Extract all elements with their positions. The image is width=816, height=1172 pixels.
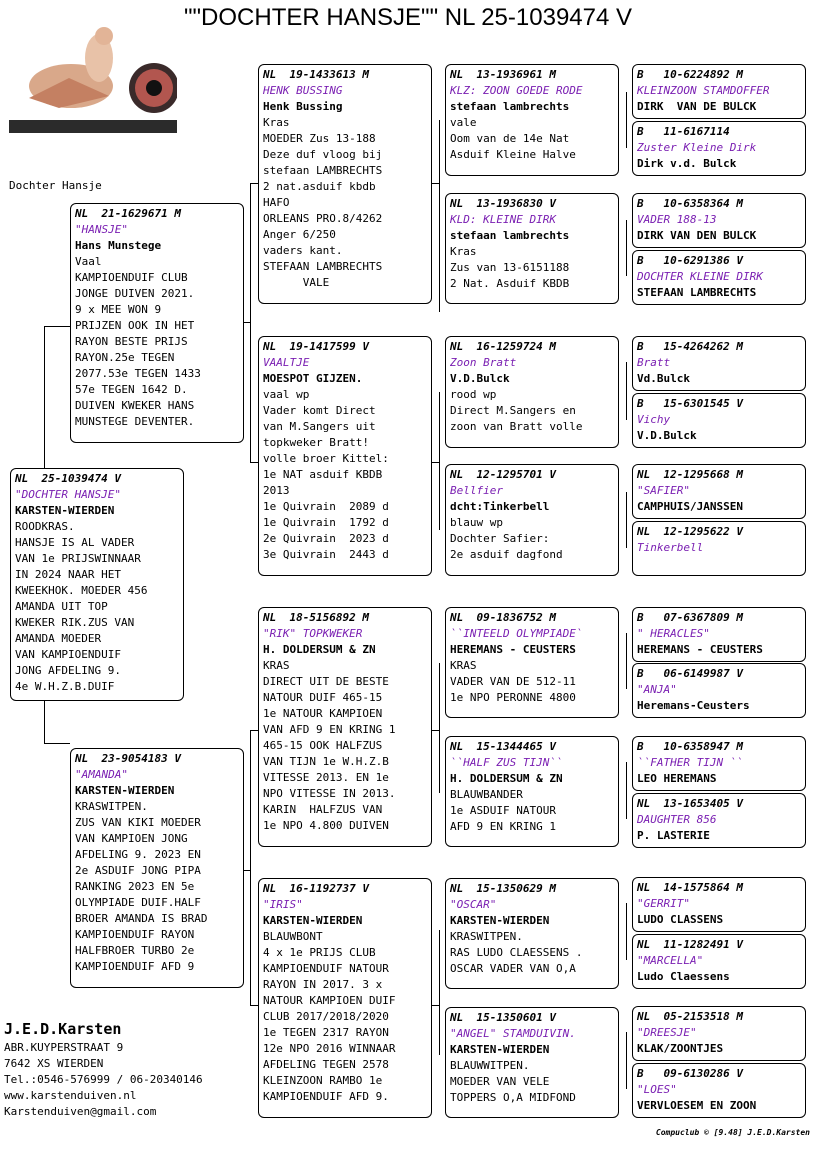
info-line: Vaal [75, 255, 102, 268]
pigeon-card-mf[interactable] [258, 607, 432, 847]
pigeon-card-g4-3[interactable] [632, 193, 806, 248]
pigeon-card-g4-9[interactable] [632, 607, 806, 662]
info-line: AMANDA UIT TOP [15, 600, 108, 613]
info-line: PRIJZEN OOK IN HET [75, 319, 195, 332]
pigeon-owner: Hans Munstege [75, 239, 162, 252]
pigeon-card-g4-8[interactable] [632, 521, 806, 576]
info-line: 2e Quivrain 2023 d [263, 532, 389, 545]
ring-number: NL 19-1433613 M [263, 68, 369, 81]
info-line: zoon van Bratt volle [450, 420, 583, 433]
info-line: HANSJE IS AL VADER [15, 536, 135, 549]
pigeon-card-g4-5[interactable] [632, 336, 806, 391]
breeder-website[interactable]: www.karstenduiven.nl [4, 1089, 137, 1102]
pigeon-card-g4-13[interactable] [632, 877, 806, 932]
ring-number: NL 15-1344465 V [450, 740, 556, 753]
pigeon-card-ffm[interactable] [445, 193, 619, 304]
info-line: BLAUWBONT [263, 930, 323, 943]
info-line: VADER VAN DE 512-11 [450, 675, 576, 688]
ring-number: B 07-6367809 M [637, 611, 743, 624]
breeder-city: 7642 XS WIERDEN [4, 1057, 104, 1070]
breeder-address: ABR.KUYPERSTRAAT 9 [4, 1041, 124, 1054]
ring-number: NL 13-1936830 V [450, 197, 556, 210]
info-line: AMANDA MOEDER [15, 632, 102, 645]
pigeon-owner: STEFAAN LAMBRECHTS [637, 286, 757, 299]
footer-credit: Compuclub © [9.48] J.E.D.Karsten [655, 1128, 810, 1137]
info-line: KAMPIOENDUIF RAYON [75, 928, 195, 941]
info-line: NATOUR KAMPIOEN DUIF [263, 994, 396, 1007]
info-line: KRASWITPEN. [75, 800, 148, 813]
info-line: JONG AFDELING 9. [15, 664, 121, 677]
connector [626, 92, 627, 148]
ring-number: NL 16-1192737 V [263, 882, 369, 895]
info-line: RAS LUDO CLAESSENS . [450, 946, 583, 959]
pigeon-name: DAUGHTER 856 [637, 813, 717, 826]
connector [439, 930, 440, 1055]
pigeon-owner: H. DOLDERSUM & ZN [450, 772, 563, 785]
pigeon-card-mfm[interactable] [445, 736, 619, 847]
info-line: vale [450, 116, 477, 129]
pigeon-name: KLZ: ZOON GOEDE RODE [450, 84, 583, 97]
connector [626, 762, 627, 819]
info-line: RAYON IN 2017. 3 x [263, 978, 383, 991]
pigeon-card-g4-1[interactable] [632, 64, 806, 119]
info-line: 2 nat.asduif kbdb [263, 180, 376, 193]
info-line: Zus van 13-6151188 [450, 261, 570, 274]
pigeon-name: "HANSJE" [75, 223, 128, 236]
info-line: Direct M.Sangers en [450, 404, 576, 417]
pigeon-card-g4-10[interactable] [632, 663, 806, 718]
ring-number: NL 21-1629671 M [75, 207, 181, 220]
pigeon-name: "LOES" [637, 1083, 677, 1096]
ring-number: B 11-6167114 [637, 125, 730, 138]
pigeon-name: KLEINZOON STAMDOFFER [637, 84, 770, 97]
info-line: 1e Quivrain 1792 d [263, 516, 389, 529]
ring-number: NL 19-1417599 V [263, 340, 369, 353]
pigeon-name: Bratt [637, 356, 671, 369]
ring-number: NL 15-1350601 V [450, 1011, 556, 1024]
pigeon-owner: Vd.Bulck [637, 372, 690, 385]
info-line: 4 x 1e PRIJS CLUB [263, 946, 376, 959]
info-line: rood wp [450, 388, 497, 401]
pigeon-owner: DIRK VAN DEN BULCK [637, 229, 757, 242]
pigeon-name: DOCHTER KLEINE DIRK [637, 270, 763, 283]
pigeon-name: "MARCELLA" [637, 954, 704, 967]
pigeon-card-mff[interactable] [445, 607, 619, 718]
info-line: 2077.53e TEGEN 1433 [75, 367, 201, 380]
info-line: VAN KAMPIOEN JONG [75, 832, 188, 845]
ring-number: NL 13-1936961 M [450, 68, 556, 81]
ring-number: NL 14-1575864 M [637, 881, 743, 894]
info-line: MOEDER VAN VELE [450, 1075, 550, 1088]
pigeon-name: VADER 188-13 [637, 213, 717, 226]
pigeon-card-g4-4[interactable] [632, 250, 806, 305]
pigeon-card-g4-16[interactable] [632, 1063, 806, 1118]
info-line: KRAS [450, 659, 477, 672]
pigeon-owner: H. DOLDERSUM & ZN [263, 643, 376, 656]
pigeon-photo [9, 8, 177, 133]
info-line: 3e Quivrain 2443 d [263, 548, 389, 561]
connector [250, 730, 251, 1005]
info-line: VALE [263, 276, 330, 289]
pigeon-owner: stefaan lambrechts [450, 100, 570, 113]
pigeon-owner: V.D.Bulck [450, 372, 510, 385]
info-line: VAN AFD 9 EN KRING 1 [263, 723, 396, 736]
info-line: volle broer Kittel: [263, 452, 389, 465]
info-line: KLEINZOON RAMBO 1e [263, 1074, 383, 1087]
info-line: KRASWITPEN. [450, 930, 523, 943]
info-line: AFDELING TEGEN 2578 [263, 1058, 389, 1071]
info-line: KAMPIOENDUIF NATOUR [263, 962, 389, 975]
info-line: MUNSTEGE DEVENTER. [75, 415, 195, 428]
info-line: stefaan LAMBRECHTS [263, 164, 383, 177]
pigeon-name: Tinkerbell [637, 541, 704, 554]
ring-number: B 10-6291386 V [637, 254, 743, 267]
pigeon-card-mother[interactable] [70, 748, 244, 988]
pigeon-owner: P. LASTERIE [637, 829, 710, 842]
pigeon-owner: KARSTEN-WIERDEN [450, 1043, 550, 1056]
pigeon-card-mmf[interactable] [445, 878, 619, 989]
info-line: 2e asduif dagfond [450, 548, 563, 561]
ring-number: NL 23-9054183 V [75, 752, 181, 765]
info-line: 2e ASDUIF JONG PIPA [75, 864, 201, 877]
ring-number: NL 09-1836752 M [450, 611, 556, 624]
info-line: MOEDER Zus 13-188 [263, 132, 376, 145]
ring-number: NL 12-1295668 M [637, 468, 743, 481]
info-line: NPO VITESSE IN 2013. [263, 787, 396, 800]
info-line: ZUS VAN KIKI MOEDER [75, 816, 201, 829]
pigeon-owner: KARSTEN-WIERDEN [75, 784, 175, 797]
ring-number: NL 12-1295622 V [637, 525, 743, 538]
info-line: VAN 1e PRIJSWINNAAR [15, 552, 141, 565]
info-line: Asduif Kleine Halve [450, 148, 576, 161]
connector [250, 183, 258, 184]
info-line: DIRECT UIT DE BESTE [263, 675, 389, 688]
connector [250, 1005, 258, 1006]
pigeon-card-g4-6[interactable] [632, 393, 806, 448]
breeder-email[interactable]: Karstenduiven@gmail.com [4, 1105, 157, 1118]
pigeon-card-g4-12[interactable] [632, 793, 806, 848]
pigeon-owner: CAMPHUIS/JANSSEN [637, 500, 743, 513]
info-line: 1e ASDUIF NATOUR [450, 804, 556, 817]
info-line: 1e Quivrain 2089 d [263, 500, 389, 513]
pigeon-card-mm[interactable] [258, 878, 432, 1118]
pigeon-name: "ANJA" [637, 683, 677, 696]
pigeon-name: "AMANDA" [75, 768, 128, 781]
info-line: ORLEANS PRO.8/4262 [263, 212, 383, 225]
pigeon-name: " HERACLES" [637, 627, 710, 640]
pigeon-name: "DREESJE" [637, 1026, 697, 1039]
pigeon-card-g4-11[interactable] [632, 736, 806, 791]
info-line: topkweker Bratt! [263, 436, 369, 449]
breeder-phone: Tel.:0546-576999 / 06-20340146 [4, 1073, 203, 1086]
ring-number: B 10-6358364 M [637, 197, 743, 210]
pigeon-name: Zuster Kleine Dirk [637, 141, 757, 154]
info-line: 1e NPO 4.800 DUIVEN [263, 819, 389, 832]
pigeon-card-g4-15[interactable] [632, 1006, 806, 1061]
pigeon-owner: DIRK VAN DE BULCK [637, 100, 757, 113]
connector [439, 663, 440, 793]
info-line: VAN KAMPIOENDUIF [15, 648, 121, 661]
info-line: 1e TEGEN 2317 RAYON [263, 1026, 389, 1039]
photo-caption: Dochter Hansje [9, 179, 102, 192]
pigeon-card-father[interactable] [70, 203, 244, 443]
pigeon-owner: KARSTEN-WIERDEN [263, 914, 363, 927]
connector [432, 1005, 439, 1006]
pigeon-owner: KLAK/ZOONTJES [637, 1042, 724, 1055]
connector [432, 183, 439, 184]
connector [626, 220, 627, 276]
pigeon-name: Vichy [637, 413, 671, 426]
connector [626, 903, 627, 960]
pigeon-owner: KARSTEN-WIERDEN [450, 914, 550, 927]
info-line: 4e W.H.Z.B.DUIF [15, 680, 115, 693]
info-line: JONGE DUIVEN 2021. [75, 287, 195, 300]
ring-number: B 15-6301545 V [637, 397, 743, 410]
pigeon-owner: LUDO CLASSENS [637, 913, 724, 926]
connector [243, 870, 250, 871]
info-line: KWEKER RIK.ZUS VAN [15, 616, 135, 629]
connector [44, 326, 70, 327]
info-line: ROODKRAS. [15, 520, 75, 533]
info-line: AFD 9 EN KRING 1 [450, 820, 556, 833]
ring-number: NL 25-1039474 V [15, 472, 121, 485]
pigeon-name: Zoon Bratt [450, 356, 517, 369]
pigeon-card-fmf[interactable] [445, 336, 619, 448]
pigeon-name: ``HALF ZUS TIJN`` [450, 756, 563, 769]
info-line: HALFBROER TURBO 2e [75, 944, 195, 957]
info-line: 57e TEGEN 1642 D. [75, 383, 188, 396]
pigeon-name: Bellfier [450, 484, 503, 497]
info-line: Deze duf vloog bij [263, 148, 383, 161]
pigeon-owner: HEREMANS - CEUSTERS [637, 643, 763, 656]
info-line: KAMPIOENDUIF AFD 9 [75, 960, 195, 973]
pigeon-card-mmm[interactable] [445, 1007, 619, 1118]
pigeon-name: KLD: KLEINE DIRK [450, 213, 556, 226]
ring-number: NL 18-5156892 M [263, 611, 369, 624]
ring-number: NL 16-1259724 M [450, 340, 556, 353]
pigeon-owner: stefaan lambrechts [450, 229, 570, 242]
connector [626, 492, 627, 548]
pigeon-name: "SAFIER" [637, 484, 690, 497]
pigeon-owner: Heremans-Ceusters [637, 699, 750, 712]
pigeon-name: "DOCHTER HANSJE" [15, 488, 121, 501]
ring-number: NL 11-1282491 V [637, 938, 743, 951]
info-line: NATOUR DUIF 465-15 [263, 691, 383, 704]
pigeon-name: "OSCAR" [450, 898, 497, 911]
ring-number: B 09-6130286 V [637, 1067, 743, 1080]
info-line: KWEEKHOK. MOEDER 456 [15, 584, 148, 597]
info-line: vaal wp [263, 388, 310, 401]
info-line: RANKING 2023 EN 5e [75, 880, 195, 893]
connector [439, 120, 440, 312]
breeder-info [4, 1018, 203, 1120]
info-line: Oom van de 14e Nat [450, 132, 570, 145]
breeder-name: J.E.D.Karsten [4, 1020, 122, 1038]
connector [243, 322, 250, 323]
pigeon-owner: LEO HEREMANS [637, 772, 717, 785]
info-line: TOPPERS O,A MIDFOND [450, 1091, 576, 1104]
ring-number: NL 05-2153518 M [637, 1010, 743, 1023]
page-title: ""DOCHTER HANSJE"" NL 25-1039474 V [183, 4, 633, 31]
info-line: 1e NPO PERONNE 4800 [450, 691, 576, 704]
info-line: BROER AMANDA IS BRAD [75, 912, 208, 925]
pigeon-owner: VERVLOESEM EN ZOON [637, 1099, 757, 1112]
connector [626, 362, 627, 420]
pigeon-owner: Henk Bussing [263, 100, 343, 113]
pigeon-owner: Dirk v.d. Bulck [637, 157, 737, 170]
connector [432, 730, 439, 731]
ring-number: NL 12-1295701 V [450, 468, 556, 481]
info-line: Kras [263, 116, 290, 129]
pigeon-card-g4-7[interactable] [632, 464, 806, 519]
pigeon-card-fm[interactable] [258, 336, 432, 576]
connector [439, 392, 440, 530]
pigeon-name: "ANGEL" STAMDUIVIN. [450, 1027, 576, 1040]
info-line: VAN TIJN 1e W.H.Z.B [263, 755, 389, 768]
info-line: Dochter Safier: [450, 532, 550, 545]
pigeon-owner: KARSTEN-WIERDEN [15, 504, 115, 517]
info-line: Kras [450, 245, 477, 258]
info-line: BLAUWWITPEN. [450, 1059, 530, 1072]
info-line: Vader komt Direct [263, 404, 376, 417]
info-line: CLUB 2017/2018/2020 [263, 1010, 389, 1023]
info-line: AFDELING 9. 2023 EN [75, 848, 201, 861]
ring-number: B 10-6224892 M [637, 68, 743, 81]
info-line: 2 Nat. Asduif KBDB [450, 277, 570, 290]
pigeon-owner: Ludo Claessens [637, 970, 730, 983]
info-line: STEFAAN LAMBRECHTS [263, 260, 383, 273]
info-line: KAMPIOENDUIF AFD 9. [263, 1090, 389, 1103]
pigeon-card-fff[interactable] [445, 64, 619, 176]
connector [626, 1032, 627, 1089]
info-line: 465-15 OOK HALFZUS [263, 739, 383, 752]
info-line: 1e NATOUR KAMPIOEN [263, 707, 383, 720]
ring-number: B 15-4264262 M [637, 340, 743, 353]
connector [250, 462, 258, 463]
pigeon-name: ``FATHER TIJN `` [637, 756, 743, 769]
info-line: 12e NPO 2016 WINNAAR [263, 1042, 396, 1055]
pigeon-name: ``INTEELD OLYMPIADE` [450, 627, 583, 640]
info-line: Anger 6/250 [263, 228, 336, 241]
info-line: OSCAR VADER VAN O,A [450, 962, 576, 975]
info-line: BLAUWBANDER [450, 788, 523, 801]
info-line: blauw wp [450, 516, 503, 529]
info-line: 9 x MEE WON 9 [75, 303, 162, 316]
connector [250, 183, 251, 462]
ring-number: B 06-6149987 V [637, 667, 743, 680]
pigeon-owner: MOESPOT GIJZEN. [263, 372, 363, 385]
info-line: HAFO [263, 196, 290, 209]
ring-number: NL 13-1653405 V [637, 797, 743, 810]
pigeon-owner: HEREMANS - CEUSTERS [450, 643, 576, 656]
pigeon-name: "GERRIT" [637, 897, 690, 910]
info-line: 2013 [263, 484, 290, 497]
info-line: OLYMPIADE DUIF.HALF [75, 896, 201, 909]
pigeon-name: HENK BUSSING [263, 84, 343, 97]
info-line: DUIVEN KWEKER HANS [75, 399, 195, 412]
pigeon-card-g4-2[interactable] [632, 121, 806, 176]
pigeon-owner: V.D.Bulck [637, 429, 697, 442]
info-line: vaders kant. [263, 244, 343, 257]
connector [626, 633, 627, 689]
pigeon-name: VAALTJE [263, 356, 310, 369]
ring-number: NL 15-1350629 M [450, 882, 556, 895]
pigeon-card-g4-14[interactable] [632, 934, 806, 989]
pigeon-card-subject[interactable] [10, 468, 184, 701]
info-line: KARIN HALFZUS VAN [263, 803, 383, 816]
info-line: RAYON BESTE PRIJS [75, 335, 188, 348]
info-line: KRAS [263, 659, 290, 672]
pigeon-owner: dcht:Tinkerbell [450, 500, 550, 513]
pigeon-card-ff[interactable] [258, 64, 432, 304]
connector [432, 462, 439, 463]
info-line: RAYON.25e TEGEN [75, 351, 175, 364]
info-line: van M.Sangers uit [263, 420, 376, 433]
info-line: 1e NAT asduif KBDB [263, 468, 383, 481]
pigeon-card-fmm[interactable] [445, 464, 619, 576]
connector [250, 730, 258, 731]
info-line: VITESSE 2013. EN 1e [263, 771, 389, 784]
ring-number: B 10-6358947 M [637, 740, 743, 753]
pigeon-name: "IRIS" [263, 898, 303, 911]
info-line: IN 2024 NAAR HET [15, 568, 121, 581]
info-line: KAMPIOENDUIF CLUB [75, 271, 188, 284]
pigeon-name: "RIK" TOPKWEKER [263, 627, 363, 640]
connector [44, 743, 70, 744]
